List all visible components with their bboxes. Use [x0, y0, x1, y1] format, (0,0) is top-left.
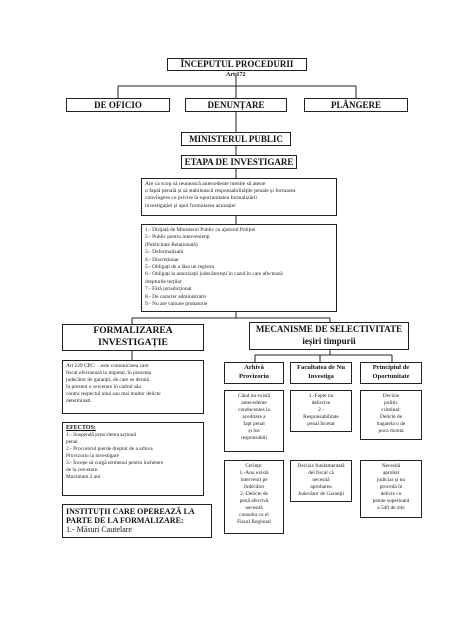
- archive-provisional-text1-box: [224, 390, 284, 452]
- no-investigate-text1-box: [290, 390, 352, 432]
- opportunity-text1-box: [360, 390, 422, 440]
- opportunity-text2-box: [360, 460, 422, 518]
- source-plangere-label: PLÂNGERE: [330, 100, 381, 110]
- characteristics-list: 1.- Dirijată de Ministerul Public cu ajutorul Poliției 2.- Public pentru intervenienți (Publicitate Relaționată) 3.- Deformalizată 4.- Discreționar 5.- Obligați de a lăsa un registru 6.- Obligați la autorizații judecătorești în cazul în care afectează drepturile terților 7.- Fără jurisdicțional 8.- De caracter administrativ 9.- Nu are valoare probatorie: [145, 227, 283, 308]
- ministry-box: [181, 132, 291, 146]
- selectivity-title-box: [249, 322, 409, 350]
- institutions-item: 1.- Măsuri Cautelare: [66, 525, 132, 534]
- selectivity-title-2: ieșiri timpurii: [302, 336, 356, 346]
- formalization-title-2: INVESTIGAȚIE: [98, 338, 168, 348]
- purpose-text: Are ca scop să reunească antecedente menite să ateste o faptă penală și să stabilească responsabilitățile penale și formarea convingere cu privire la oportunitatea formalizării investigației și apoi formularea acuzației: [145, 181, 296, 209]
- institutions-box: [62, 504, 212, 538]
- archive-provisional-title: Arhivă Provizoriu: [239, 364, 269, 380]
- investigation-stage-box: [181, 155, 297, 169]
- opportunity-title-box: [360, 362, 422, 384]
- effects-box: [62, 422, 204, 496]
- no-investigate-title: Facultatea de Nu Investiga: [297, 364, 345, 380]
- no-investigate-text2: Decizie fundamentată del fiscal că necesită aprobarea Judecător de Garanții: [297, 463, 345, 497]
- start-article: Art.172: [226, 72, 246, 78]
- formalization-title-box: [62, 324, 204, 351]
- source-denuntare-label: DENUNȚARE: [207, 100, 265, 110]
- start-procedure-title: ÎNCEPUTUL PROCEDURII: [180, 59, 294, 69]
- formalization-title-1: FORMALIZAREA: [93, 326, 173, 336]
- institutions-title: INSTITUȚII CARE OPEREAZĂ LA PARTE DE LA FORMALIZARE:: [66, 507, 195, 525]
- ministry-label: MINISTERUL PUBLIC: [189, 134, 283, 144]
- source-plangere: [304, 98, 408, 112]
- archive-provisional-text1: Când nu există antecedente conducentes la aceditare a fapt penal și los responsabili: [237, 393, 271, 441]
- purpose-box: [141, 178, 337, 216]
- no-investigate-text1: 1.-Fapte nu delictive 2.- Responsabilitate penal încetat: [303, 393, 339, 427]
- no-investigate-text2-box: [290, 460, 352, 502]
- no-investigate-title-box: [290, 362, 352, 384]
- effects-title: EFECTOS:: [66, 425, 96, 431]
- archive-provisional-title-box: [224, 362, 284, 384]
- opportunity-title: Principiul de Oportunitate: [372, 364, 410, 380]
- opportunity-text1: Decizie politic criminal: Delicte de bagatela o de poca monta: [376, 393, 406, 434]
- formalization-definition: Art 229 CPC: ...este comunicarea care fiscal efectuează la imputat, în prezența judecător de garanții, de care se derulă în prezent o cercetare în cadrul său contra respectul unui sau mai multor delicte determinati.: [66, 363, 161, 404]
- start-procedure-box: [167, 58, 307, 71]
- source-denuntare: [185, 98, 287, 112]
- effects-text: 1.- Suspendă prescrierea acțiunii penal 2.- Procurorul pierde dreptul de a arhiva Provizoriu la investigare 3.- Începe să curgă termenul pentru încheiere de la cercetare. Maximum 2 ani: [66, 432, 164, 480]
- investigation-stage-label: ETAPA DE INVESTIGARE: [184, 157, 294, 167]
- source-de-oficio-label: DE OFICIO: [94, 100, 142, 110]
- archive-provisional-text2-box: [224, 460, 284, 534]
- archive-provisional-text2: Cerințe: 1.-Anu există intervenit pe Judecător 2.-Delicte de penă afectivă necesită consulta cu el Fiscal Regional: [237, 463, 271, 525]
- selectivity-title-1: MECANISME DE SELECTIVITATE: [255, 324, 403, 334]
- opportunity-text2: Necesită aprobat judiciar și nu procedă în delicte cu penne superioară a 540 de zile: [372, 463, 410, 511]
- source-de-oficio: [66, 98, 170, 112]
- characteristics-box: [141, 224, 337, 312]
- formalization-definition-box: [62, 360, 204, 414]
